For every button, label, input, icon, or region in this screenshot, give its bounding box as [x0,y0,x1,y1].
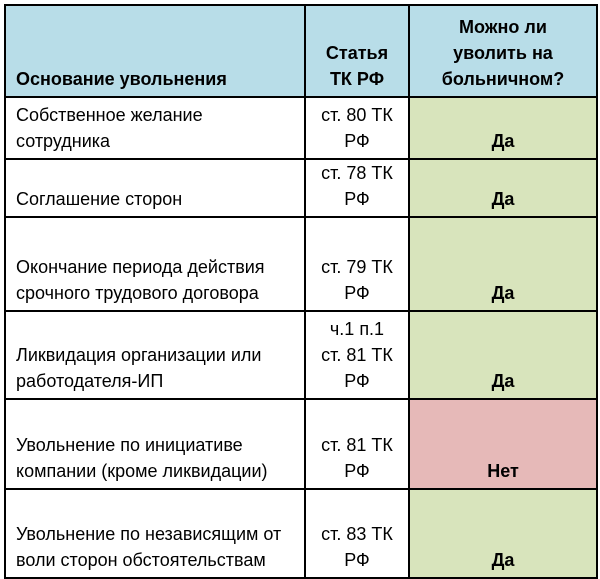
answer-cell: Да [409,97,597,159]
article-cell: ст. 83 ТК РФ [305,489,409,578]
reason-cell: Ликвидация организации или работодателя-ИП [5,311,305,399]
table-row [5,489,597,578]
header-article: Статья ТК РФ [305,5,409,97]
answer-cell: Да [409,311,597,399]
table-body [5,97,597,578]
reason-cell: Окончание периода действия срочного трудового договора [5,217,305,311]
table-row [5,217,597,311]
article-cell: ст. 78 ТК РФ [305,159,409,217]
article-cell: ч.1 п.1 ст. 81 ТК РФ [305,311,409,399]
answer-cell: Да [409,489,597,578]
answer-cell: Да [409,217,597,311]
article-cell: ст. 80 ТК РФ [305,97,409,159]
reason-cell: Соглашение сторон [5,159,305,217]
header-reason: Основание увольнения [5,5,305,97]
table-header [5,5,597,97]
table-row [5,399,597,489]
reason-cell: Собственное желание сотрудника [5,97,305,159]
article-cell: ст. 81 ТК РФ [305,399,409,489]
table-row [5,97,597,159]
table-row [5,311,597,399]
article-cell: ст. 79 ТК РФ [305,217,409,311]
reason-cell: Увольнение по независящим от воли сторон обстоятельствам [5,489,305,578]
answer-cell: Нет [409,399,597,489]
answer-cell: Да [409,159,597,217]
table-row [5,159,597,217]
reason-cell: Увольнение по инициативе компании (кроме ликвидации) [5,399,305,489]
header-row [5,5,597,97]
header-can-dismiss: Можно ли уволить на больничном? [409,5,597,97]
dismissal-table [4,4,598,579]
